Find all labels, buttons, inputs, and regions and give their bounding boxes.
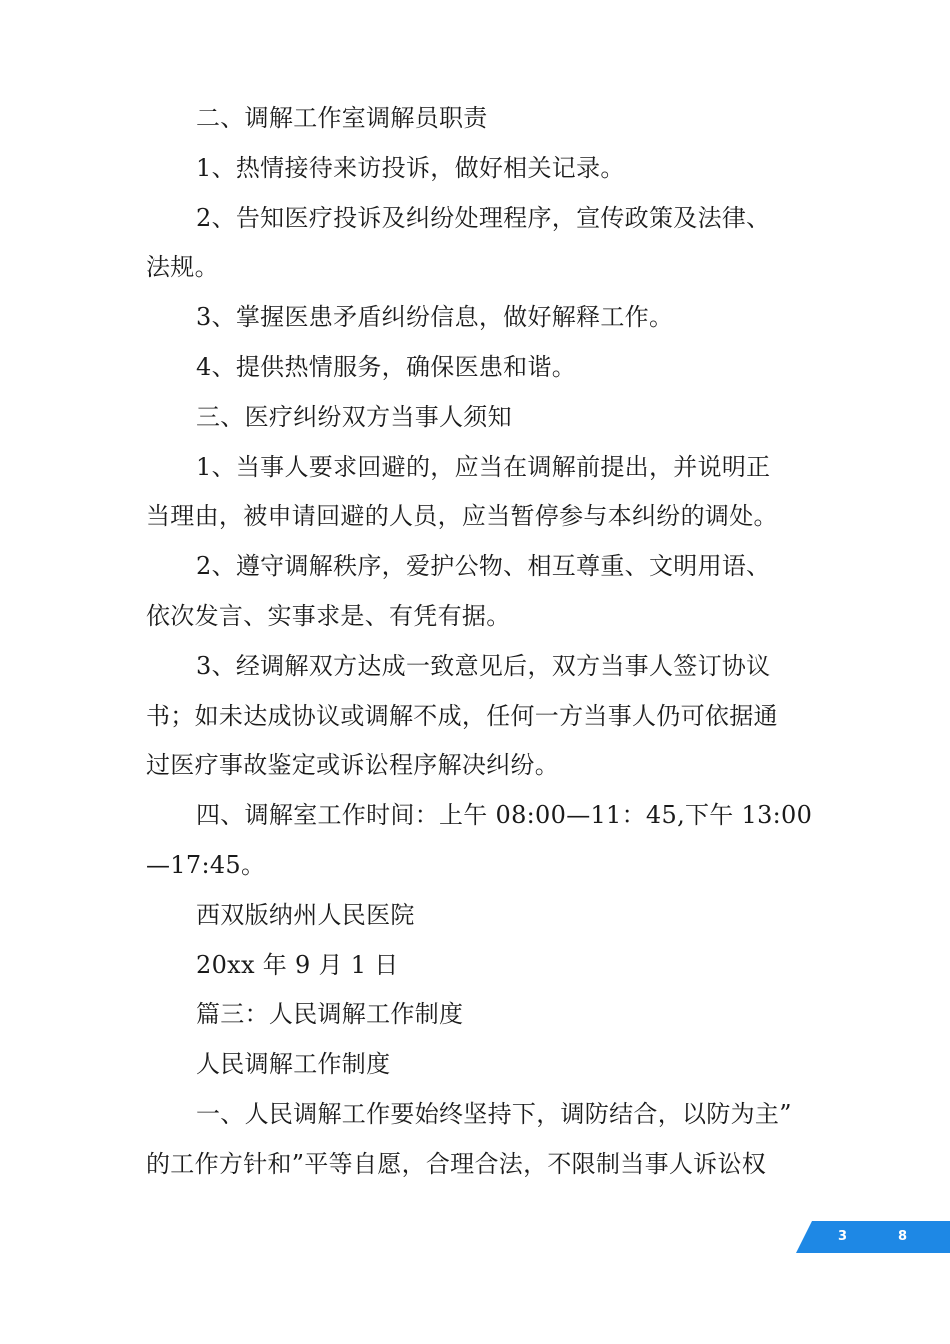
paragraph-line: 四、调解室工作时间：上午 08:00—11：45,下午 13:00 (196, 801, 813, 830)
paragraph-line: 1、当事人要求回避的，应当在调解前提出，并说明正 (196, 452, 771, 481)
paragraph-line: 法规。 (146, 253, 219, 282)
signature-organization: 西双版纳州人民医院 (196, 900, 415, 929)
section-heading: 三、医疗纠纷双方当事人须知 (196, 402, 512, 431)
document-body (146, 94, 813, 1190)
signature-date: 20xx 年 9 月 1 日 (196, 950, 399, 979)
section-heading: 二、调解工作室调解员职责 (196, 104, 488, 132)
current-page-number: 3 (838, 1229, 848, 1244)
total-page-number: 8 (898, 1229, 908, 1244)
section-heading: 篇三：人民调解工作制度 (196, 1000, 464, 1029)
paragraph-line: 过医疗事故鉴定或诉讼程序解决纠纷。 (146, 751, 560, 780)
paragraph-line: 4、提供热情服务，确保医患和谐。 (196, 352, 577, 381)
paragraph-line: 1、热情接待来访投诉，做好相关记录。 (196, 153, 625, 182)
paragraph-line: 依次发言、实事求是、有凭有据。 (146, 601, 511, 630)
paragraph-line: 3、经调解双方达成一致意见后，双方当事人签订协议 (196, 651, 771, 680)
paragraph-line: 2、遵守调解秩序，爱护公物、相互尊重、文明用语、 (196, 552, 771, 581)
paragraph-line: 3、掌握医患矛盾纠纷信息，做好解释工作。 (196, 303, 674, 332)
paragraph-line: 的工作方针和”平等自愿，合理合法，不限制当事人诉讼权 (146, 1149, 767, 1178)
paragraph-line: —17:45。 (146, 850, 266, 879)
paragraph-line: 书；如未达成协议或调解不成，任何一方当事人仍可依据通 (146, 701, 778, 730)
paragraph-line: 2、告知医疗投诉及纠纷处理程序，宣传政策及法律、 (196, 203, 771, 232)
paragraph-line: 当理由，被申请回避的人员，应当暂停参与本纠纷的调处。 (146, 502, 778, 531)
paragraph-line: 一、人民调解工作要始终坚持下，调防结合，以防为主” (196, 1099, 792, 1128)
page-number-badge (796, 1221, 950, 1253)
page-badge-shape (796, 1221, 950, 1253)
section-heading: 人民调解工作制度 (196, 1050, 391, 1079)
